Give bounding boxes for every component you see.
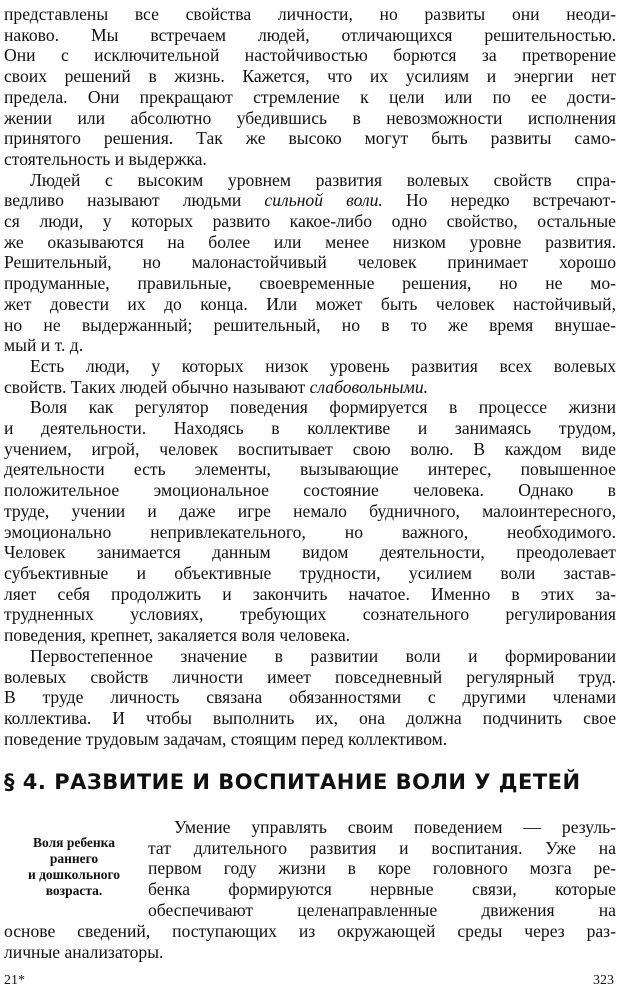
text-fragment: Но нередко встречают- xyxy=(382,190,617,211)
text-line: личные анализаторы. xyxy=(4,941,164,962)
text-line: принятого решения. Так же высоко могут быть развиты само- xyxy=(4,128,616,149)
text-line: поведение трудовым задачам, стоящим перед коллективом. xyxy=(4,728,448,749)
text-line: Людей с высоким уровнем развития волевых свойств спра- xyxy=(30,169,616,190)
text-line: мый и т. д. xyxy=(4,335,84,356)
section-heading: § 4. РАЗВИТИЕ И ВОСПИТАНИЕ ВОЛИ У ДЕТЕЙ xyxy=(4,770,581,794)
text-line: Первостепенное значение в развитии воли и формировании xyxy=(30,645,616,666)
text-line: труде, учении и даже игре немало будничного, малоинтересного, xyxy=(4,500,616,521)
text-line: деятельности есть элементы, вызывающие интерес, повышенное xyxy=(4,459,616,480)
text-line: жении или абсолютно убедившись в невозможности исполнения xyxy=(4,107,616,128)
text-line: учением, игрой, человек воспитывает свою волю. В каждом виде xyxy=(4,438,616,459)
marginal-note-line: и дошкольного xyxy=(27,867,121,882)
text-fragment: ведливо называют людьми xyxy=(4,190,265,211)
text-line: тат длительного развития и воспитания. Уже на xyxy=(148,837,616,858)
text-line: наково. Мы встречаем людей, отличающихся решительностью. xyxy=(4,24,616,45)
text-fragment: свойств. Таких людей обычно называют xyxy=(4,376,310,397)
text-line: Человек занимается данным видом деятельности, преодолевает xyxy=(4,542,616,563)
text-line xyxy=(4,190,616,211)
text-line: эмоционально непривлекательного, но важного, необходимого. xyxy=(4,521,616,542)
text-line: трудненных условиях, требующих сознательного регулирования xyxy=(4,604,616,625)
text-line: коллектива. И чтобы выполнить их, она должна подчинить свое xyxy=(4,707,616,728)
text-line: представлены все свойства личности, но развиты они неоди- xyxy=(4,4,616,24)
text-line: предела. Они прекращают стремление к цели или по ее дости- xyxy=(4,86,616,107)
text-line: ляет себя продолжить и закончить начатое. Именно в этих за- xyxy=(4,583,616,604)
text-line: основе сведений, поступающих из окружающей среды через раз- xyxy=(4,921,616,941)
marginal-note-line: Воля ребенка xyxy=(33,835,115,850)
text-line: бенка формируются нервные связи, которые xyxy=(148,879,616,900)
text-line: положительное эмоциональное состояние человека. Однако в xyxy=(4,480,616,501)
text-line: волевых свойств личности имеет повседневный регулярный труд. xyxy=(4,666,616,687)
text-line: и деятельности. Находясь в коллективе и занимаясь трудом, xyxy=(4,418,616,439)
italic-term: сильной воли. xyxy=(264,190,383,211)
text-line: Решительный, но малонастойчивый человек принимает хорошо xyxy=(4,252,616,273)
page-number: 323 xyxy=(593,973,614,988)
text-line: ся люди, у которых развито какое-либо одно свойство, остальные xyxy=(4,211,616,232)
signature-mark: 21* xyxy=(4,973,25,988)
text-line: первом году жизни в коре головного мозга ре- xyxy=(148,858,616,879)
section-text-full-width xyxy=(4,921,616,962)
text-line: жет довести их до конца. Или может быть человек настойчивый, xyxy=(4,293,616,314)
italic-term: слабовольными. xyxy=(309,376,429,397)
text-line: Умение управлять своим поведением — резуль- xyxy=(174,817,616,837)
text-line: же оказываются на более или менее низком уровне развития. xyxy=(4,231,616,252)
text-line: обеспечивают целенаправленные движения на xyxy=(148,899,616,920)
text-line: Они с исключительной настойчивостью борются за претворение xyxy=(4,45,616,66)
text-line xyxy=(4,377,616,398)
marginal-note-line: раннего xyxy=(49,851,99,866)
section-text-beside-note xyxy=(148,817,616,921)
text-line: Есть люди, у которых низок уровень развития всех волевых xyxy=(30,355,616,376)
text-line: поведения, крепнет, закаляется воля человека. xyxy=(4,625,351,646)
text-line: субъективные и объективные трудности, усилием воли застав- xyxy=(4,562,616,583)
text-line: Воля как регулятор поведения формируется в процессе жизни xyxy=(30,397,616,418)
text-line: продуманные, правильные, своевременные решения, но не мо- xyxy=(4,273,616,294)
text-line: но не выдержанный; решительный, но в то же время внушае- xyxy=(4,314,616,335)
text-line: своих решений в жизнь. Кажется, что их усилиям и энергии нет xyxy=(4,66,616,87)
marginal-note-line: возраста. xyxy=(45,883,103,898)
text-line: стоятельность и выдержка. xyxy=(4,148,207,169)
text-line: В труде личность связана обязанностями с другими членами xyxy=(4,687,616,708)
main-text xyxy=(4,4,616,749)
marginal-note xyxy=(6,835,142,899)
